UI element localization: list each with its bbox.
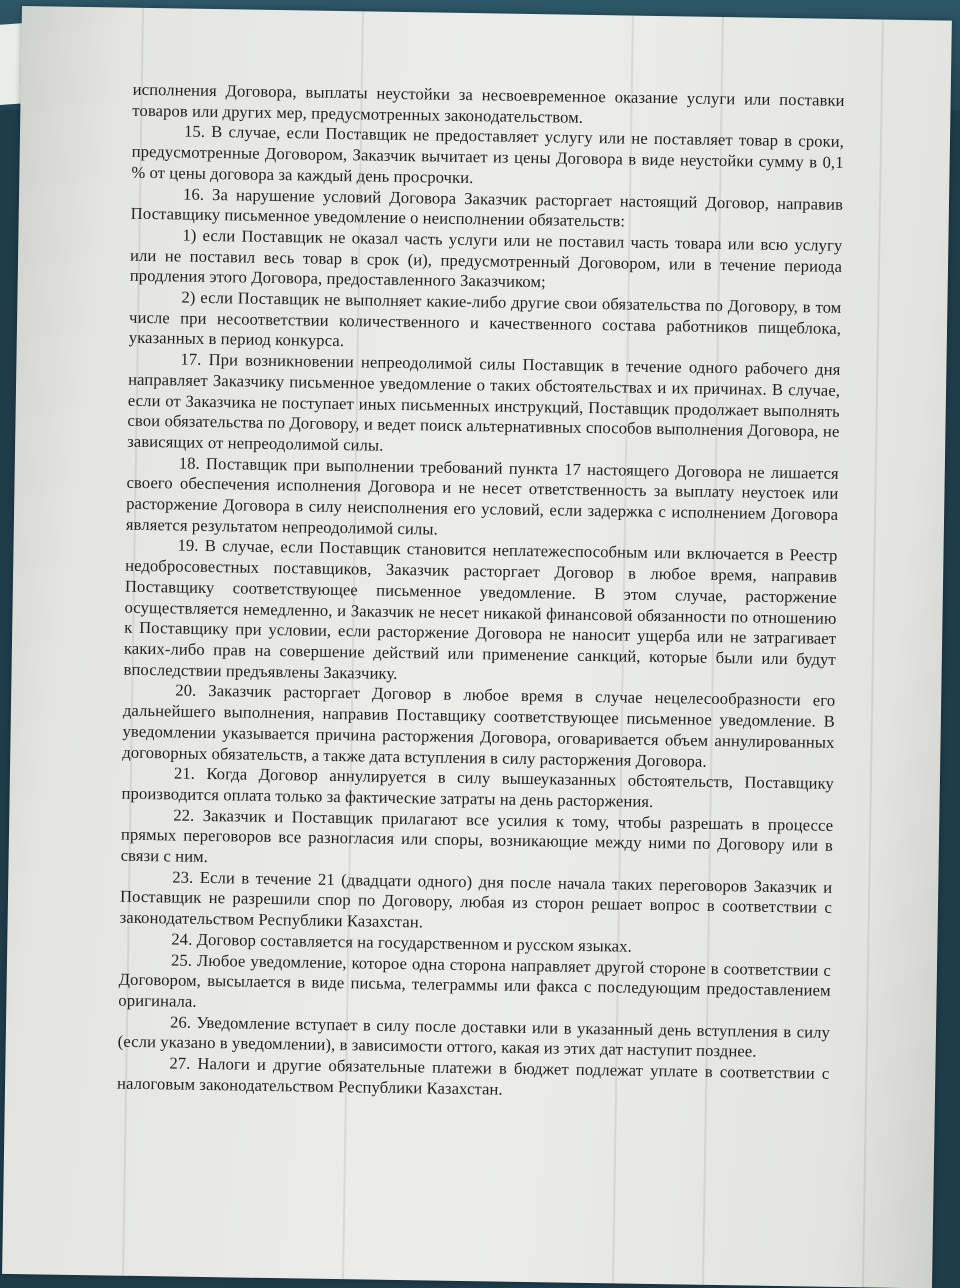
paragraph: 16. За нарушение условий Договора Заказчик расторгает настоящий Договор, направив Поставщику письменное уведомление о неисполнении обязательств: (130, 184, 844, 231)
document-page (2, 6, 952, 1288)
scan-streak (862, 20, 884, 1288)
paragraph: 23. Если в течение 21 (двадцати одного) дня после начала таких переговоров Заказчик и Поставщик не разрешили спор по Договору, любая из сторон решает вопрос в соответствии с законодательством Республики Казахстан. (119, 867, 833, 932)
paragraph: 17. При возникновении непреодолимой силы Поставщик в течение одного рабочего дня направляет Заказчику письменное уведомление о таких обстоятельствах и их причинах. В случае, если от Заказчика не поступает иных письменных инструкций, Поставщик продолжает выполнять свои обязательства по Договору, и ведет поиск альтернативных способов выполнения Договора, не зависящих от непреодолимой силы. (127, 349, 841, 455)
paragraph: 21. Когда Договор аннулируется в силу вышеуказанных обстоятельств, Поставщику производится оплата только за фактические затраты на день расторжения. (121, 763, 835, 811)
paragraph: 27. Налоги и другие обязательные платежи в бюджет подлежат уплате в соответствии с налоговым законодательством Республики Казахстан. (116, 1053, 830, 1099)
paragraph: 2) если Поставщик не выполняет какие-либо другие свои обязательства по Договору, в том числе при несоответствии количественного и качественного состава работников пищеблока, указанных в период конкурса. (128, 287, 842, 351)
paragraph: 15. В случае, если Поставщик не предоставляет услугу или не поставляет товар в сроки, предусмотренные Договором, Заказчик вычитает из цены Договора в виде неустойки сумму в 0,1 % от цены договора за каждый день просрочки. (131, 121, 845, 187)
paragraph: исполнения Договора, выплаты неустойки за несвоевременное оказание услуги или поставки товаров или других мер, предусмотренных законодательством. (132, 79, 845, 127)
paragraph: 18. Поставщик при выполнении требований пункта 17 настоящего Договора не лишается своего обеспечения исполнения Договора и не несет ответственность за выплату неустоек или расторжение Договора в силу неисполнения его условий, если задержка с исполнением Договора является результатом непреодолимой силы. (125, 453, 839, 539)
paragraph: 1) если Поставщик не оказал часть услуги или не поставил часть товара или всю услугу или не поставил весь товар в срок (и), предусмотренный Договором, или в течение периода продления этого Договора, предоставленного Заказчиком; (129, 225, 843, 292)
document-body (117, 80, 845, 1106)
paragraph: 19. В случае, если Поставщик становится неплатежеспособным или включается в Реестр недобросовестных поставщиков, Заказчик расторгает Договор в любое время, направив Поставщику соответствующее письменное уведомление. В этом случае, расторжение осуществляется немедленно, и Заказчик не несет никакой финансовой обязанности по отношению к Поставщику при условии, если расторжение Договора не наносит ущерба или не затрагивает каких-либо прав на совершение действий или применение санкций, которые были или будут впоследствии предъявлены Заказчику. (123, 535, 838, 683)
paragraph: 22. Заказчик и Поставщик прилагают все усилия к тому, чтобы разрешать в процессе прямых переговоров все разногласия или споры, возникающие между ними по Договору или в связи с ним. (120, 805, 834, 867)
paragraph: 24. Договор составляется на государственном и русском языках. (171, 929, 633, 956)
paragraph: 20. Заказчик расторгает Договор в любое время в случае нецелесообразности его дальнейшего выполнения, направив Поставщику соответствующее письменное уведомление. В уведомлении указывается причина расторжения Договора, оговаривается объем аннулированных договорных обязательств, а также дата вступления в силу расторжения Договора. (122, 680, 836, 771)
paragraph: 26. Уведомление вступает в силу после доставки или в указанный день вступления в силу (если указано в уведомлении), в зависимости оттого, какая из этих дат наступит позднее. (117, 1012, 831, 1062)
paragraph: 25. Любое уведомление, которое одна сторона направляет другой стороне в соответствии с Договором, высылается в виде письма, телеграммы или факса с последующим предоставлением оригинала. (118, 949, 832, 1011)
